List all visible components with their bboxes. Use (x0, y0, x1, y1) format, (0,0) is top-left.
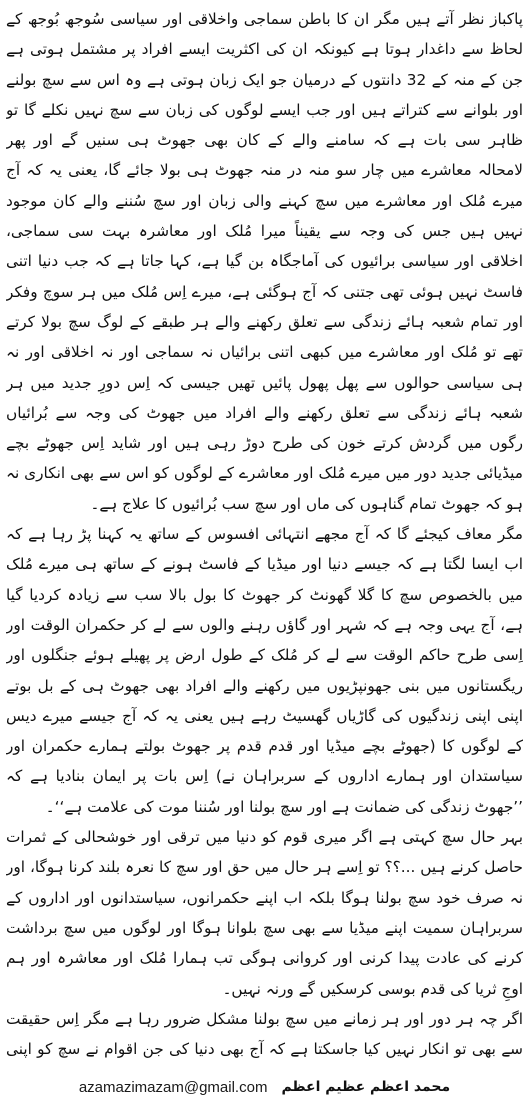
article-paragraph-1: پاکباز نظر آتے ہیں مگر ان کا باطن سماجی واخلاقی اور سیاسی سُوجھ بُوجھ کے لحاظ سے داغدار ہوتا ہے کیونکہ ان کی اکثریت ایسے افراد پر مشتمل ہوتی ہے جن کے منہ کے 32 دانتوں کے درمیان جو ایک زبان ہوتی ہے وہ اس سے سچ بولنے اور بلوانے سے کتراتے ہیں اور جب ایسے لوگوں کی زبان سے سچ نہیں نکلے گا تو ظاہر سی بات ہے کہ سامنے والے کے کان بھی جھوٹ ہی سنیں گے اور پھر لامحالہ معاشرے میں چار سو منہ در منہ جھوٹ ہی بولا جائے گا، یعنی یہ کہ آج میرے مُلک اور معاشرے میں سچ کہنے والی زبان اور سچ سُننے والے کان موجود نہیں ہیں جس کی وجہ سے یقیناً میرا مُلک اور معاشرہ بہت سی سماجی، اخلاقی اور سیاسی برائیوں کی آماجگاہ بن گیا ہے، کہا جاتا ہے کہ جب دنیا اتنی فاسٹ نہیں ہوئی تھی جتنی کہ آج ہوگئی ہے، میرے اِس مُلک میں ہر سوچ وفکر اور تمام شعبہ ہائے زندگی سے تعلق رکھنے والے ہر طبقے کے لوگ سچ بولا کرتے تھے تو مُلک اور معاشرے میں کبھی اتنی برائیاں نہ سماجی اور نہ اخلاقی اور نہ ہی سیاسی حوالوں سے پھل پھول پائیں تھیں جیسی کہ اِس دورِ جدید میں ہر شعبہ ہائے زندگی سے تعلق رکھنے والے افراد میں جھوٹ کی وجہ سے بُرائیاں رگوں میں گردش کرتے خون کی طرح دوڑ رہی ہیں اور شاید اِس جھوٹے بچے میڈیائی جدید دور میں میرے مُلک اور معاشرے کے لوگوں کو اس سے بھی انکاری نہ ہو کہ جھوٹ تمام گناہوں کی ماں اور سچ سب بُرائیوں کا علاج ہے۔ (6, 10, 523, 513)
article-paragraph-2: مگر معاف کیجئے گا کہ آج مجھے انتہائی افسوس کے ساتھ یہ کہنا پڑ رہا ہے کہ اب ایسا لگتا ہے کہ جیسے دنیا اور میڈیا کے فاسٹ ہونے کے ساتھ ہی میرے مُلک میں بالخصوص سچ کا گلا گھونٹ کر جھوٹ کا بول بالا سب سے زیادہ کردیا گیا ہے، آج یہی وجہ ہے کہ شہر اور گاؤں رہنے والوں سے لے کر حکمران الوقت اور اِسی طرح حاکم الوقت سے لے کر مُلک کے طول ارض پر پھیلے ہوئے جنگلوں اور ریگستانوں میں بنی جھونپڑیوں میں رکھنے والے افراد بھی جھوٹ ہی کے بل بوتے اپنی اپنی زندگیوں کی گاڑیاں گھسیٹ رہے ہیں یعنی یہ کہ آج جیسے میرے دیس کے لوگوں کا (جھوٹے بچے میڈیا اور قدم قدم پر جھوٹ بولتے ہمارے حکمران اور سیاستدان اور ہمارے اداروں کے سربراہان نے) اِس بات پر ایمان بنادیا ہے کہ ’’جھوٹ زندگی کی ضمانت ہے اور سچ بولنا اور سُننا موت کی علامت ہے‘‘۔ (6, 525, 523, 816)
author-name: محمد اعظم عظیم اعظم (281, 1079, 451, 1095)
article-footer (0, 1075, 529, 1099)
author-email: azamazimazam@gmail.com (78, 1078, 268, 1096)
article-paragraph-4: اگر چہ ہر دور اور ہر زمانے میں سچ بولنا مشکل ضرور رہا ہے مگر اِس حقیقت سے بھی تو انکار نہیں کیا جاسکتا ہے کہ آج بھی دنیا کی جن اقوام نے سچ کو اپنی (6, 1009, 523, 1059)
article-paragraph-3: بہر حال سچ کہتی ہے اگر میری قوم کو دنیا میں ترقی اور خوشحالی کے ثمرات حاصل کرنے ہیں ...؟؟ تو اِسے ہر حال میں حق اور سچ کا نعرہ بلند کرنا ہوگا، اور نہ صرف خود سچ بولنا ہوگا بلکہ اب اپنے حکمرانوں، سیاستدانوں اور اداروں کے سربراہان سمیت اپنے میڈیا سے بھی سچ بلوانا ہوگا اور لوگوں میں سچ برداشت کرنے کی عادت پیدا کرنی اور کروانی ہوگی تب ہمارا مُلک اور معاشرہ اور ہم اوجِ ثریا کی قدم بوسی کرسکیں گے ورنہ نہیں۔ (6, 828, 523, 998)
article-body (6, 4, 523, 1066)
